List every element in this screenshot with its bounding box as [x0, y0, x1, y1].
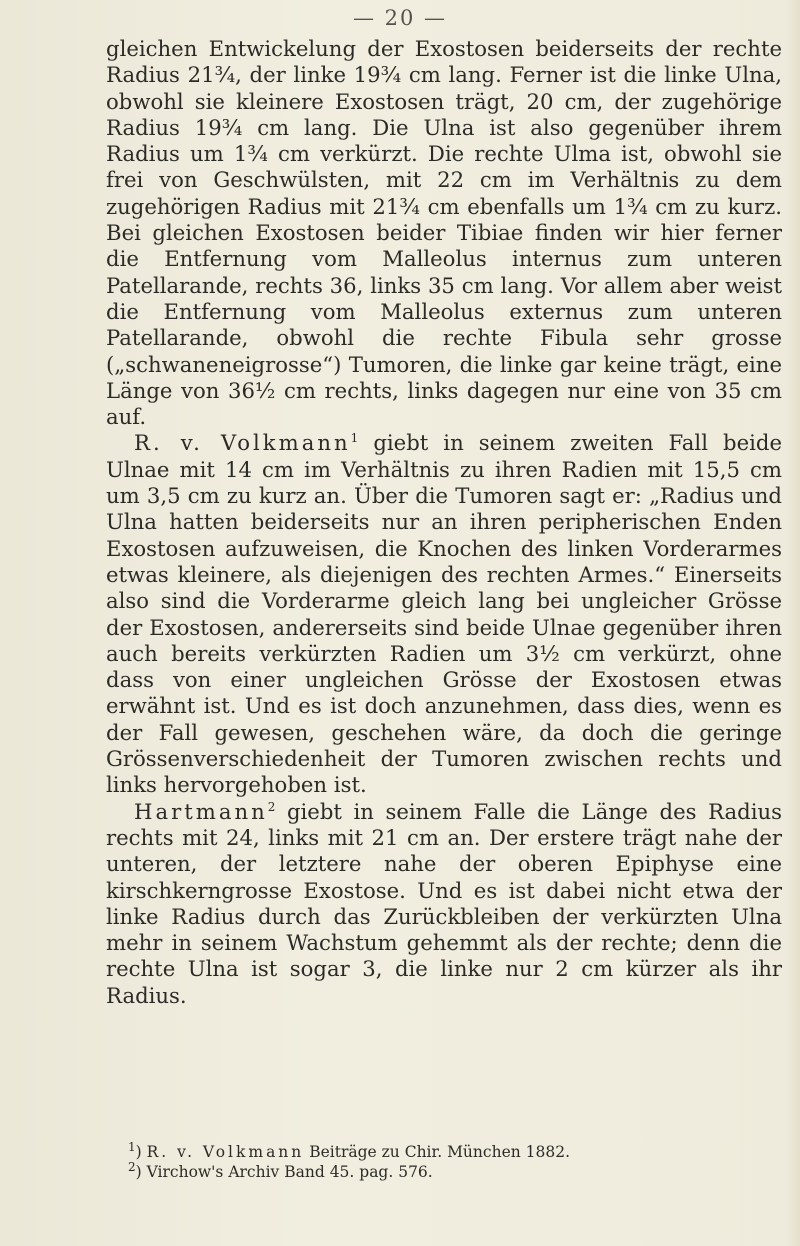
author-name: R. v. Volkmann: [134, 430, 351, 456]
paragraph-3: [106, 799, 782, 1009]
page-number: — 20 —: [352, 6, 448, 30]
footnote-text: Virchow's Archiv Band 45. pag. 576.: [146, 1163, 433, 1181]
paragraph-text: giebt in seinem Falle die Länge des Radius rechts mit 24, links mit 21 cm an. Der erstere trägt nahe der unteren, der letztere nahe der oberen Epiphyse eine kirschkerngrosse Exostose. Und es ist dabei nicht etwa der linke Radius durch das Zurückbleiben der verkürzten Ulna mehr in seinem Wachstum gehemmt als der rechte; denn die rechte Ulna ist sogar 3, die linke nur 2 cm kürzer als ihr Radius.: [106, 798, 782, 1008]
body-text: [106, 36, 782, 1009]
paragraph-2: [106, 430, 782, 798]
author-name: Hartmann: [134, 798, 268, 824]
footnotes: [128, 1139, 778, 1182]
footnote-ref: 2: [267, 799, 276, 814]
footnote-author: R. v. Volkmann: [146, 1143, 305, 1161]
footnote-text: Beiträge zu Chir. München 1882.: [304, 1143, 571, 1161]
footnote-2: $^2$) Virchow's Archiv Band 45. pag. 576.: [128, 1159, 433, 1181]
paragraph-1: gleichen Entwickelung der Exostosen beiderseits der rechte Radius 21¾, der linke 19¾ cm lang. Ferner ist die linke Ulna, obwohl sie kleinere Exostosen trägt, 20 cm, der zugehörige Radius 19¾ cm lang. Die Ulna ist also gegenüber ihrem Radius um 1¾ cm verkürzt. Die rechte Ulma ist, obwohl sie frei von Geschwülsten, mit 22 cm im Verhältnis zu dem zugehörigen Radius mit 21¾ cm ebenfalls um 1¾ cm zu kurz. Bei gleichen Exostosen beider Tibiae finden wir hier ferner die Entfernung vom Malleolus internus zum unteren Patellarande, rechts 36, links 35 cm lang. Vor allem aber weist die Entfernung vom Malleolus externus zum unteren Patellarande, obwohl die rechte Fibula sehr grosse („schwaneneigrosse“) Tumoren, die linke gar keine trägt, eine Länge von 36½ cm rechts, links dagegen nur eine von 35 cm auf.: [106, 36, 782, 430]
footnote-mark: 1: [128, 1139, 136, 1154]
footnote-mark: 2: [128, 1159, 136, 1174]
paragraph-text: giebt in seinem zweiten Fall beide Ulnae mit 14 cm im Verhältnis zu ihren Radien mit 15,5 cm um 3,5 cm zu kurz an. Über die Tumoren sagt er: „Radius und Ulna hatten beiderseits nur an ihren peripherischen Enden Exostosen aufzuweisen, die Knochen des linken Vorderarmes etwas kleinere, als diejenigen des rechten Armes.“ Einerseits also sind die Vorderarme gleich lang bei ungleicher Grösse der Exostosen, andererseits sind beide Ulnae gegenüber ihren auch bereits verkürzten Radien um 3½ cm verkürzt, ohne dass von einer ungleichen Grösse der Exostosen etwas erwähnt ist. Und es ist doch anzunehmen, dass dies, wenn es der Fall gewesen, geschehen wäre, da doch die geringe Grössenverschiedenheit der Tumoren zwischen rechts und links hervorgehoben ist.: [106, 430, 782, 798]
footnote-ref: 1: [350, 431, 359, 446]
footnote-1: $^1$) R. v. Volkmann Beiträge zu Chir. München 1882.: [128, 1139, 571, 1161]
